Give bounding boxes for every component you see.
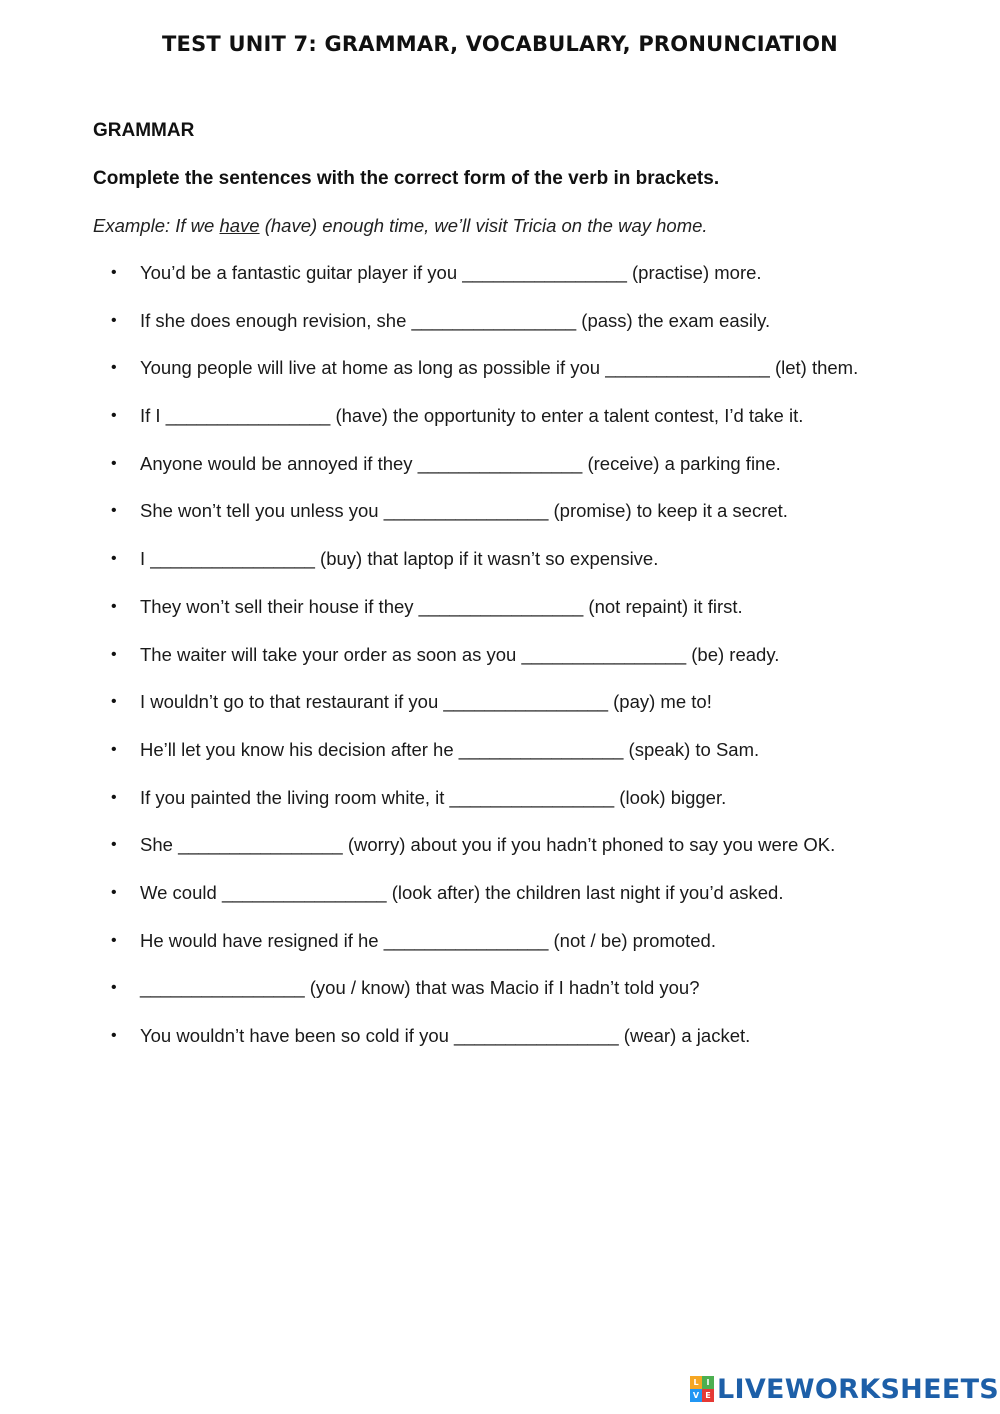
exercise-item <box>0 493 1000 541</box>
exercise-sentence <box>140 827 835 863</box>
sentence-after: (not / be) promoted. <box>548 929 716 951</box>
sentence-before: You wouldn’t have been so cold if you <box>140 1025 455 1046</box>
bullet-icon: • <box>111 693 117 711</box>
answer-blank[interactable]: ________________ <box>458 738 624 760</box>
exercise-item <box>0 446 1000 494</box>
sentence-before: We could <box>140 881 222 903</box>
sentence-after: (not repaint) it first. <box>583 595 743 617</box>
answer-blank[interactable]: ________________ <box>383 500 549 522</box>
answer-blank[interactable]: ________________ <box>178 834 343 856</box>
sentence-before: If I <box>140 405 166 427</box>
exercise-item <box>0 732 1000 780</box>
exercise-sentence <box>140 923 716 959</box>
sentence-after: (have) the opportunity to enter a talent contest, I’d take it. <box>330 405 804 427</box>
sentence-after: (receive) a parking fine. <box>582 452 781 474</box>
exercise-sentence <box>140 732 759 768</box>
bullet-icon: • <box>111 836 117 854</box>
answer-blank[interactable]: ________________ <box>454 1025 619 1046</box>
exercise-sentence <box>140 970 699 1006</box>
sentence-after: (speak) to Sam. <box>623 738 760 760</box>
sentence-before: They won’t sell their house if they <box>140 595 419 617</box>
sentence-after: (you / know) that was Macio if I hadn’t told you? <box>304 977 700 999</box>
answer-blank[interactable]: ________________ <box>449 786 615 808</box>
exercise-list <box>0 255 1000 1066</box>
logo-text: LIVEWORKSHEETS <box>717 1373 1000 1405</box>
answer-blank[interactable]: ________________ <box>605 357 770 379</box>
exercise-sentence <box>140 446 781 482</box>
sentence-after: (pay) me to! <box>608 691 712 713</box>
exercise-sentence <box>140 637 779 673</box>
section-heading: GRAMMAR <box>93 120 195 141</box>
sentence-after: (promise) to keep it a secret. <box>548 500 788 522</box>
logo-mark-square: V <box>690 1389 702 1402</box>
liveworksheets-logo <box>690 1374 999 1404</box>
exercise-sentence <box>140 589 743 625</box>
exercise-item <box>0 684 1000 732</box>
exercise-item <box>0 970 1000 1018</box>
sentence-before: He would have resigned if he <box>140 929 384 951</box>
logo-mark-square: L <box>690 1376 702 1389</box>
answer-blank[interactable]: ________________ <box>411 309 577 331</box>
bullet-icon: • <box>111 788 117 806</box>
bullet-icon: • <box>111 311 117 329</box>
exercise-sentence <box>140 350 858 386</box>
sentence-before: If you painted the living room white, it <box>140 786 450 808</box>
sentence-before: He’ll let you know his decision after he <box>140 738 459 760</box>
example-before: Example: If we <box>93 215 220 236</box>
exercise-item <box>0 303 1000 351</box>
exercise-item <box>0 398 1000 446</box>
sentence-after: (let) them. <box>769 357 859 379</box>
bullet-icon: • <box>111 550 117 568</box>
example-after: (have) enough time, we’ll visit Tricia on the way home. <box>259 215 708 236</box>
sentence-after: (wear) a jacket. <box>618 1025 751 1046</box>
bullet-icon: • <box>111 645 117 663</box>
bullet-icon: • <box>111 502 117 520</box>
exercise-sentence <box>140 398 803 434</box>
instruction-text: Complete the sentences with the correct form of the verb in brackets. <box>93 168 720 189</box>
exercise-item <box>0 875 1000 923</box>
sentence-before: Anyone would be annoyed if they <box>140 452 418 474</box>
example-answer: have <box>219 215 260 236</box>
sentence-before: If she does enough revision, she <box>140 309 412 331</box>
exercise-sentence <box>140 493 788 529</box>
exercise-sentence <box>140 541 658 577</box>
example-sentence <box>93 215 708 237</box>
answer-blank[interactable]: ________________ <box>140 977 305 999</box>
exercise-item <box>0 541 1000 589</box>
exercise-item <box>0 255 1000 303</box>
exercise-sentence <box>140 780 726 816</box>
exercise-item <box>0 780 1000 828</box>
answer-blank[interactable]: ________________ <box>418 595 584 617</box>
sentence-before: She <box>140 834 179 856</box>
sentence-before: Young people will live at home as long as possible if you <box>140 357 606 379</box>
sentence-after: (practise) more. <box>626 262 762 283</box>
bullet-icon: • <box>111 740 117 758</box>
bullet-icon: • <box>111 931 117 949</box>
exercise-item <box>0 589 1000 637</box>
answer-blank[interactable]: ________________ <box>462 262 627 283</box>
exercise-sentence <box>140 875 784 911</box>
bullet-icon: • <box>111 454 117 472</box>
sentence-after: (buy) that laptop if it wasn’t so expensive. <box>314 548 659 570</box>
answer-blank[interactable]: ________________ <box>383 929 549 951</box>
exercise-sentence <box>140 255 762 291</box>
page-title: TEST UNIT 7: GRAMMAR, VOCABULARY, PRONUNCIATION <box>162 32 838 56</box>
answer-blank[interactable]: ________________ <box>443 691 608 713</box>
sentence-before: The waiter will take your order as soon as you <box>140 643 522 665</box>
exercise-item <box>0 827 1000 875</box>
exercise-sentence <box>140 684 712 720</box>
exercise-item <box>0 923 1000 971</box>
sentence-after: (worry) about you if you hadn’t phoned to say you were OK. <box>342 834 836 856</box>
sentence-after: (be) ready. <box>686 643 780 665</box>
logo-mark-icon <box>690 1376 714 1402</box>
sentence-before: You’d be a fantastic guitar player if you <box>140 262 463 283</box>
bullet-icon: • <box>111 1027 117 1044</box>
exercise-item <box>0 1018 1000 1066</box>
bullet-icon: • <box>111 264 117 281</box>
bullet-icon: • <box>111 597 117 615</box>
bullet-icon: • <box>111 979 117 997</box>
sentence-after: (look after) the children last night if you’d asked. <box>386 881 784 903</box>
bullet-icon: • <box>111 359 117 377</box>
logo-mark-square: E <box>702 1389 714 1402</box>
exercise-sentence <box>140 303 770 339</box>
exercise-item <box>0 350 1000 398</box>
sentence-before: She won’t tell you unless you <box>140 500 384 522</box>
answer-blank[interactable]: ________________ <box>150 548 315 570</box>
exercise-sentence <box>140 1018 750 1054</box>
exercise-item <box>0 637 1000 685</box>
answer-blank[interactable]: ________________ <box>417 452 583 474</box>
sentence-before: I <box>140 548 151 570</box>
sentence-after: (look) bigger. <box>614 786 727 808</box>
answer-blank[interactable]: ________________ <box>165 405 331 427</box>
answer-blank[interactable]: ________________ <box>521 643 687 665</box>
bullet-icon: • <box>111 407 117 425</box>
answer-blank[interactable]: ________________ <box>221 881 387 903</box>
bullet-icon: • <box>111 883 117 901</box>
logo-mark-square: I <box>702 1376 714 1389</box>
sentence-after: (pass) the exam easily. <box>576 309 771 331</box>
sentence-before: I wouldn’t go to that restaurant if you <box>140 691 444 713</box>
